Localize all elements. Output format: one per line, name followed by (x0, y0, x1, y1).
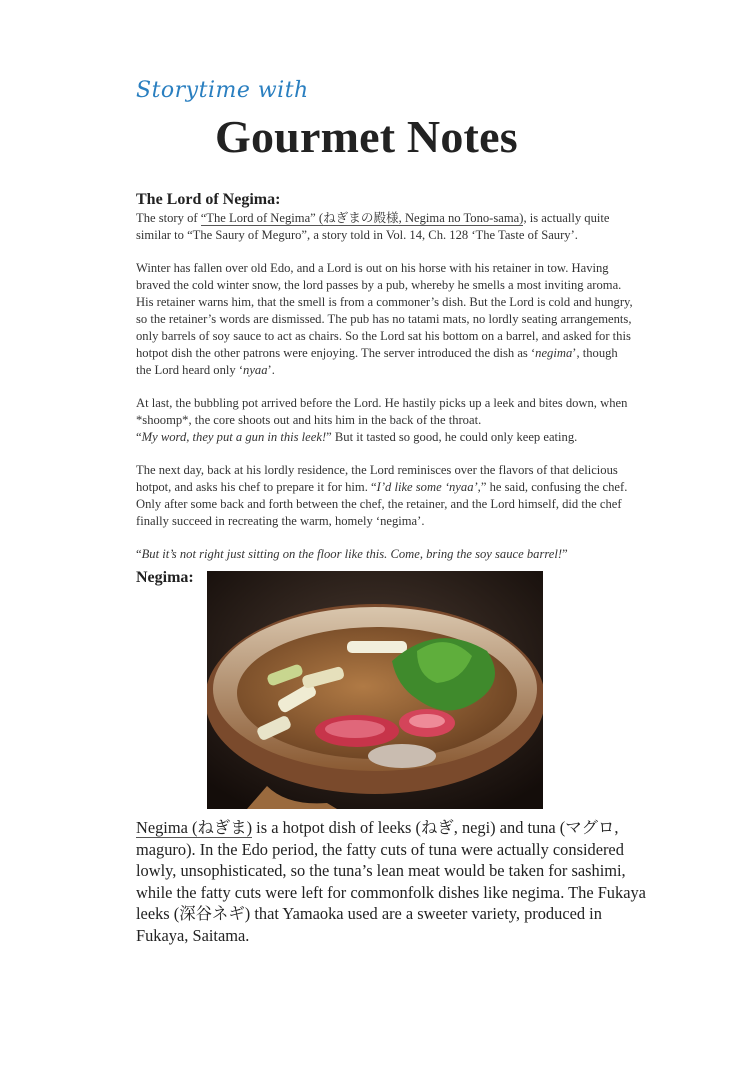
negima-heading: Negima: (136, 569, 194, 586)
story-paragraph-2 (136, 260, 636, 379)
intro-prefix: The story of (136, 211, 201, 225)
story-title-link[interactable]: “The Lord of Negima” (ねぎまの殿様, Negima no Tono-sama) (200, 211, 524, 225)
p4-text-b: ” he said, confusing the chef. Only after some back and forth between the chef, the retainer, and the Lord himself, did the chef finally succeed in recreating the warm, homely ‘negima’. (136, 480, 628, 528)
intro-paragraph (136, 210, 636, 244)
page-title: Gourmet Notes (215, 111, 518, 162)
p3-text-b: ” But it tasted so good, he could only keep eating. (326, 430, 578, 444)
p2-negima: negima (535, 346, 573, 360)
negima-term-link[interactable]: Negima (ねぎま) (136, 818, 253, 837)
negima-body-text: is a hotpot dish of leeks (ねぎ, negi) and tuna (マグロ, maguro). In the Edo period, the fatty cuts of tuna were actually considered lowly, unsophisticated, so the tuna’s lean meat would be taken for sashimi, while the fatty cuts were left for commonfolk dishes like negima. The Fukaya leeks (深谷ネギ) that Yamaoka used are a sweeter variety, produced in Fukaya, Saitama. (136, 818, 646, 945)
negima-section (136, 569, 636, 811)
p2-text-c: ’. (267, 363, 275, 377)
p5-quote: But it’s not right just sitting on the floor like this. Come, bring the soy sauce barrel! (141, 547, 563, 561)
hotpot-illustration (207, 571, 543, 809)
intro-suffix: , is actually quite similar to “The Saury of Meguro”, a story told in Vol. 14, Ch. 128 ‘The Taste of Saury’. (136, 211, 610, 242)
p3-quote-open: “ (136, 430, 142, 444)
p4-quote: I’d like some ‘nyaa’, (376, 480, 481, 494)
p4-text-a: The next day, back at his lordly residence, the Lord reminisces over the flavors of that delicious hotpot, and asks his chef to prepare it for him. “ (136, 463, 618, 494)
negima-hotpot-photo (207, 571, 543, 809)
p2-text-a: Winter has fallen over old Edo, and a Lord is out on his horse with his retainer in tow. Having braved the cold winter snow, the lord passes by a pub, whereby he smells a most inviting aroma. His retainer warns him, that the smell is from a commoner’s dish. But the Lord is cold and hungry, so the retainer’s words are dismissed. The pub has no tatami mats, no lordly seating arrangements, only barrels of soy sauce to act as chairs. So the Lord sat his bottom on a barrel, and asked for this hotpot dish the other patrons were enjoying. The server introduced the dish as ‘ (136, 261, 633, 360)
story-paragraph-3 (136, 395, 636, 446)
negima-description (136, 817, 646, 947)
p3-text-a: At last, the bubbling pot arrived before the Lord. He hastily picks up a leek and bites down, when *shoomp*, the core shoots out and hits him in the back of the throat. (136, 396, 628, 427)
story-paragraph-4 (136, 462, 636, 530)
p5-open: “ (136, 547, 142, 561)
p3-quote: My word, they put a gun in this leek! (141, 430, 327, 444)
article-content (136, 190, 646, 947)
story-heading: The Lord of Negima: (136, 191, 281, 208)
p2-nyaa: nyaa (243, 363, 268, 377)
p5-close: ” (562, 547, 568, 561)
p2-text-b: ’, though the Lord heard only ‘ (136, 346, 618, 377)
story-paragraph-5 (136, 546, 636, 563)
script-title: Storytime with (136, 78, 309, 103)
